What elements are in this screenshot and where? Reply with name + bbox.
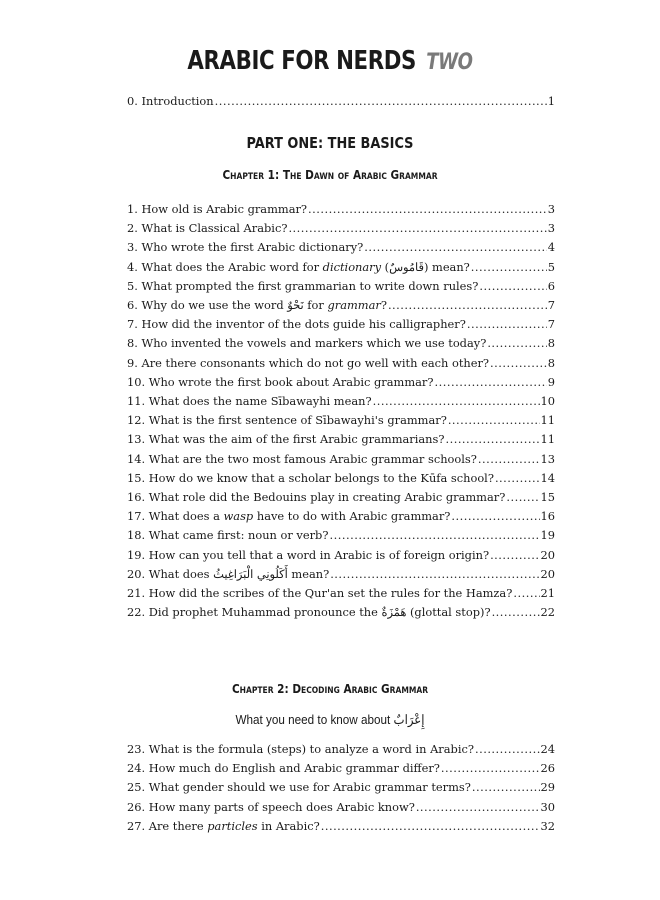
toc-entry[interactable] (127, 605, 555, 621)
toc-entry-text (127, 413, 447, 427)
toc-entry[interactable] (127, 375, 555, 391)
toc-entry-text-pre: 24. How much do English and Arabic grammar differ? (127, 761, 440, 776)
toc-entry-page: 5 (547, 259, 555, 274)
toc-entry-text-pre: 12. What is the first sentence of Sībawayhi's grammar? (127, 413, 447, 428)
toc-entry-text-post: ? (380, 298, 387, 312)
toc-entry-page: 4 (547, 240, 555, 255)
dot-leader (435, 375, 547, 389)
toc-entry[interactable] (127, 260, 555, 276)
toc-entry-text-pre: 15. How do we know that a scholar belongs to the Kūfa school? (127, 470, 494, 485)
toc-entry-text (127, 317, 466, 331)
chapter-2-title: Chapter 2: Decoding Arabic Grammar (231, 681, 429, 696)
toc-entry[interactable] (127, 336, 555, 352)
toc-entry-text (127, 394, 372, 408)
toc-entry-text-pre: 22. Did prophet Muhammad pronounce the هَمْزَةٌ (glottal stop)? (127, 605, 491, 620)
book-title (59, 46, 600, 76)
dot-leader (215, 94, 547, 108)
toc-entry-text-pre: 23. What is the formula (steps) to analyze a word in Arabic? (127, 742, 474, 756)
toc-entry-page: 20 (540, 566, 555, 581)
book-title-main: ARABIC FOR NERDS (187, 46, 416, 76)
toc-entry-page: 15 (540, 490, 555, 504)
toc-entry-text (127, 548, 489, 562)
toc-entry-page: 7 (547, 317, 555, 332)
toc-entry[interactable] (127, 452, 555, 468)
dot-leader (479, 279, 546, 293)
toc-entry-page: 11 (540, 413, 555, 428)
toc-entry-page: 3 (547, 221, 555, 236)
toc-entry-page: 21 (540, 586, 555, 600)
toc-entry-page: 29 (540, 780, 555, 795)
dot-leader (373, 394, 540, 408)
toc-entry-text-pre: 27. Are there (127, 818, 208, 833)
dot-leader (475, 742, 540, 756)
toc-entry-text (127, 432, 444, 446)
dot-leader (445, 432, 539, 446)
dot-leader (471, 260, 547, 274)
toc-entry-text-pre: 13. What was the aim of the first Arabic grammarians? (127, 432, 445, 447)
toc-entry-text (127, 509, 450, 523)
toc-entry-text (127, 260, 470, 274)
dot-leader (329, 528, 539, 542)
toc-entry-text-emphasis: dictionary (322, 259, 382, 274)
toc-entry-text (127, 528, 328, 542)
toc-entry-page: 9 (547, 374, 555, 389)
toc-entry[interactable] (127, 509, 555, 525)
dot-leader (416, 800, 540, 814)
toc-entry-page: 7 (547, 298, 555, 312)
toc-entry-text (127, 221, 287, 235)
toc-entry[interactable] (127, 490, 555, 506)
dot-leader (490, 548, 539, 562)
dot-leader (364, 240, 546, 254)
toc-entry[interactable] (127, 240, 555, 256)
toc-entry[interactable] (127, 819, 555, 835)
dot-leader (388, 298, 547, 312)
dot-leader (487, 336, 546, 350)
toc-entry[interactable] (127, 279, 555, 295)
toc-entry-text-pre: 16. What role did the Bedouins play in creating Arabic grammar? (127, 490, 506, 504)
toc-entry-text-pre: 19. How can you tell that a word in Arabic is of foreign origin? (127, 547, 490, 562)
toc-entry-text (127, 471, 494, 485)
toc-entry-text-emphasis: particles (207, 818, 258, 833)
toc-entry-text-pre: 3. Who wrote the first Arabic dictionary? (127, 240, 364, 255)
toc-entry-text-pre: 17. What does a (127, 509, 224, 524)
toc-entry-text (127, 605, 491, 619)
toc-entry[interactable] (127, 317, 555, 333)
dot-leader (330, 567, 539, 581)
toc-entry-page: 6 (547, 278, 555, 293)
dot-leader (472, 780, 540, 794)
toc-entry-text (127, 452, 477, 466)
toc-entry-text (127, 800, 415, 814)
toc-entry-text (127, 567, 329, 581)
toc-entry-text-post: have to do with Arabic grammar? (253, 509, 451, 524)
toc-entry-text-emphasis: grammar (327, 298, 381, 312)
toc-entry[interactable] (127, 202, 555, 218)
toc-entry-introduction[interactable] (127, 94, 555, 110)
toc-entry-text-pre: 7. How did the inventor of the dots guide his calligrapher? (127, 317, 466, 332)
toc-entry-page: 14 (540, 470, 555, 485)
toc-entry[interactable] (127, 528, 555, 544)
toc-entry[interactable] (127, 586, 555, 602)
toc-entry-text-post: (قَامُوسٌ) mean? (381, 259, 470, 274)
toc-entry-text (127, 586, 512, 600)
toc-entry-text (127, 240, 363, 254)
dot-leader (441, 761, 540, 775)
dot-leader (490, 356, 547, 370)
toc-entry-text (127, 279, 478, 293)
toc-entry[interactable] (127, 356, 555, 372)
toc-entry[interactable] (127, 394, 555, 410)
toc-entry-text (127, 298, 387, 312)
toc-entry-page: 10 (540, 394, 555, 408)
dot-leader (467, 317, 547, 331)
toc-entry[interactable] (127, 548, 555, 564)
toc-entry-text-emphasis: wasp (223, 509, 254, 524)
toc-entry-text (127, 490, 505, 504)
toc-entry[interactable] (127, 780, 555, 796)
toc-entry-page: 8 (547, 336, 555, 351)
dot-leader (506, 490, 539, 504)
dot-leader (448, 413, 540, 427)
toc-entry-page: 22 (540, 605, 555, 620)
toc-entry-page: 24 (540, 742, 555, 756)
toc-entry-page: 32 (540, 818, 555, 833)
toc-entry-page: 16 (540, 509, 555, 524)
toc-entry-page: 8 (547, 355, 555, 370)
toc-entry-text-pre: 2. What is Classical Arabic? (127, 221, 288, 236)
toc-entry-text-pre: 25. What gender should we use for Arabic grammar terms? (127, 780, 471, 795)
toc-entry-page: 20 (540, 547, 555, 562)
toc-entry-text (127, 202, 307, 216)
toc-entry-text (127, 356, 489, 370)
dot-leader (492, 605, 540, 619)
toc-entry[interactable] (127, 800, 555, 816)
toc-entry-text (127, 761, 440, 775)
dot-leader (308, 202, 547, 216)
chapter-1-title: Chapter 1: The Dawn of Arabic Grammar (222, 167, 438, 182)
toc-entry-text: 0. Introduction (127, 94, 214, 108)
toc-entry-page: 3 (547, 202, 555, 216)
toc-entry-text-pre: 14. What are the two most famous Arabic grammar schools? (127, 451, 477, 466)
toc-entry[interactable] (127, 471, 555, 487)
toc-entry-text-pre: 9. Are there consonants which do not go well with each other? (127, 355, 490, 370)
toc-entry[interactable] (127, 413, 555, 429)
toc-entry[interactable] (127, 761, 555, 777)
toc-entry-text-pre: 6. Why do we use the word نَحْوٌ for (127, 298, 328, 312)
book-title-sub: TWO (426, 50, 473, 75)
toc-entry-text-pre: 8. Who invented the vowels and markers which we use today? (127, 336, 487, 351)
toc-entry-page: 11 (540, 432, 555, 447)
toc-entry-page: 1 (547, 94, 555, 108)
toc-entry-text (127, 375, 434, 389)
toc-entry-page: 26 (540, 761, 555, 776)
toc-entry[interactable] (127, 742, 555, 758)
toc-entry-text-pre: 4. What does the Arabic word for (127, 259, 323, 274)
chapter-2-subtitle: What you need to know about إِعْرَابٌ (235, 712, 425, 727)
dot-leader (451, 509, 539, 523)
toc-entry-page: 13 (540, 451, 555, 466)
toc-entry-text-pre: 1. How old is Arabic grammar? (127, 202, 308, 216)
toc-entry-text (127, 742, 474, 756)
toc-entry-text-pre: 11. What does the name Sībawayhi mean? (127, 394, 372, 408)
dot-leader (513, 586, 539, 600)
toc-entry-text-pre: 10. Who wrote the first book about Arabic grammar? (127, 374, 434, 389)
dot-leader (478, 452, 540, 466)
toc-entry-text-pre: 5. What prompted the first grammarian to write down rules? (127, 278, 479, 293)
toc-entry[interactable] (127, 221, 555, 237)
dot-leader (495, 471, 540, 485)
dot-leader (288, 221, 546, 235)
toc-entry-text-pre: 18. What came first: noun or verb? (127, 528, 329, 543)
part-title: PART ONE: THE BASICS (246, 134, 414, 152)
toc-entry-page: 19 (540, 528, 555, 543)
toc-entry-text-pre: 20. What does أَكَلُونِي الْبَرَاغِيثُ mean? (127, 566, 330, 581)
toc-entry[interactable] (127, 567, 555, 583)
toc-entry[interactable] (127, 432, 555, 448)
toc-entry-text-post: in Arabic? (257, 818, 320, 833)
toc-entry-text-pre: 26. How many parts of speech does Arabic know? (127, 799, 415, 814)
dot-leader (321, 819, 540, 833)
toc-entry[interactable] (127, 298, 555, 314)
toc-entry-text (127, 336, 486, 350)
toc-entry-page: 30 (540, 799, 555, 814)
toc-entry-text (127, 780, 471, 794)
toc-entry-text (127, 819, 320, 833)
toc-entry-text-pre: 21. How did the scribes of the Qur'an set the rules for the Hamza? (127, 586, 513, 600)
